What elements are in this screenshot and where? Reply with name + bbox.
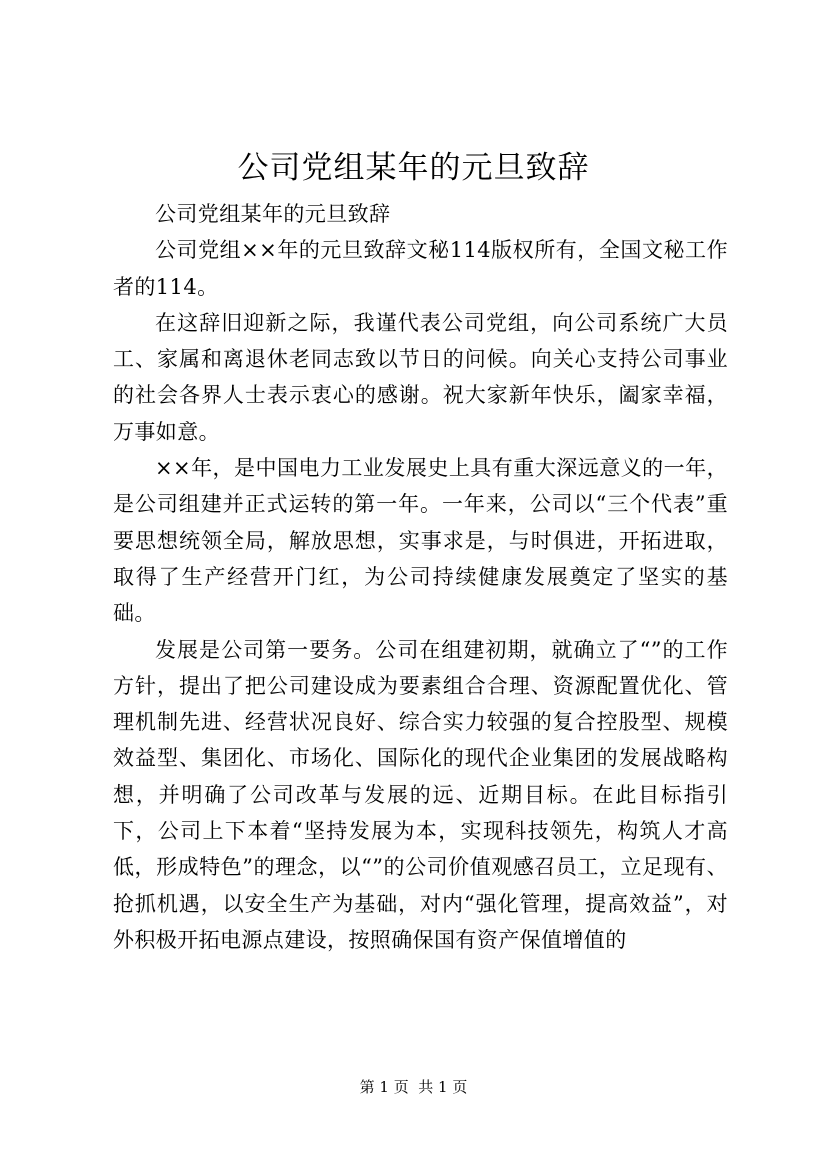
paragraph-subtitle: 公司党组某年的元旦致辞 <box>155 202 391 226</box>
paragraph-copyright: 公司党组××年的元旦致辞文秘114版权所有，全国文秘工作者的114。 <box>113 238 728 299</box>
paragraph-development: 发展是公司第一要务。公司在组建初期，就确立了“”的工作方针，提出了把公司建设成为要素组合合理、资源配置优化、管理机制先进、经营状况良好、综合实力较强的复合控股型、规模效益型、集团化、市场化、国际化的现代企业集团的发展战略构想，并明确了公司改革与发展的远、近期目标。在此目标指引下，公司上下本着“坚持发展为本，实现科技领先，构筑人才高低，形成特色”的理念，以“”的公司价值观感召员工，立足现有、抢抓机遇，以安全生产为基础，对内“强化管理，提高效益”，对外积极开拓电源点建设，按照确保国有资产保值增值的 <box>113 637 728 952</box>
document-body <box>113 196 728 958</box>
page-footer <box>0 1076 827 1098</box>
document-title: 公司党组某年的元旦致辞 <box>237 150 590 186</box>
paragraph-year-review: ××年，是中国电力工业发展史上具有重大深远意义的一年，是公司组建并正式运转的第一年。一年来，公司以“三个代表”重要思想统领全局，解放思想，实事求是，与时俱进，开拓进取，取得了生产经营开门红，为公司持续健康发展奠定了坚实的基础。 <box>113 456 728 626</box>
page-number: 第 1 页 共 1 页 <box>359 1078 468 1096</box>
paragraph-greeting: 在这辞旧迎新之际，我谨代表公司党组，向公司系统广大员工、家属和离退休老同志致以节日的问候。向关心支持公司事业的社会各界人士表示衷心的感谢。祝大家新年快乐，阖家幸福，万事如意。 <box>113 310 728 444</box>
